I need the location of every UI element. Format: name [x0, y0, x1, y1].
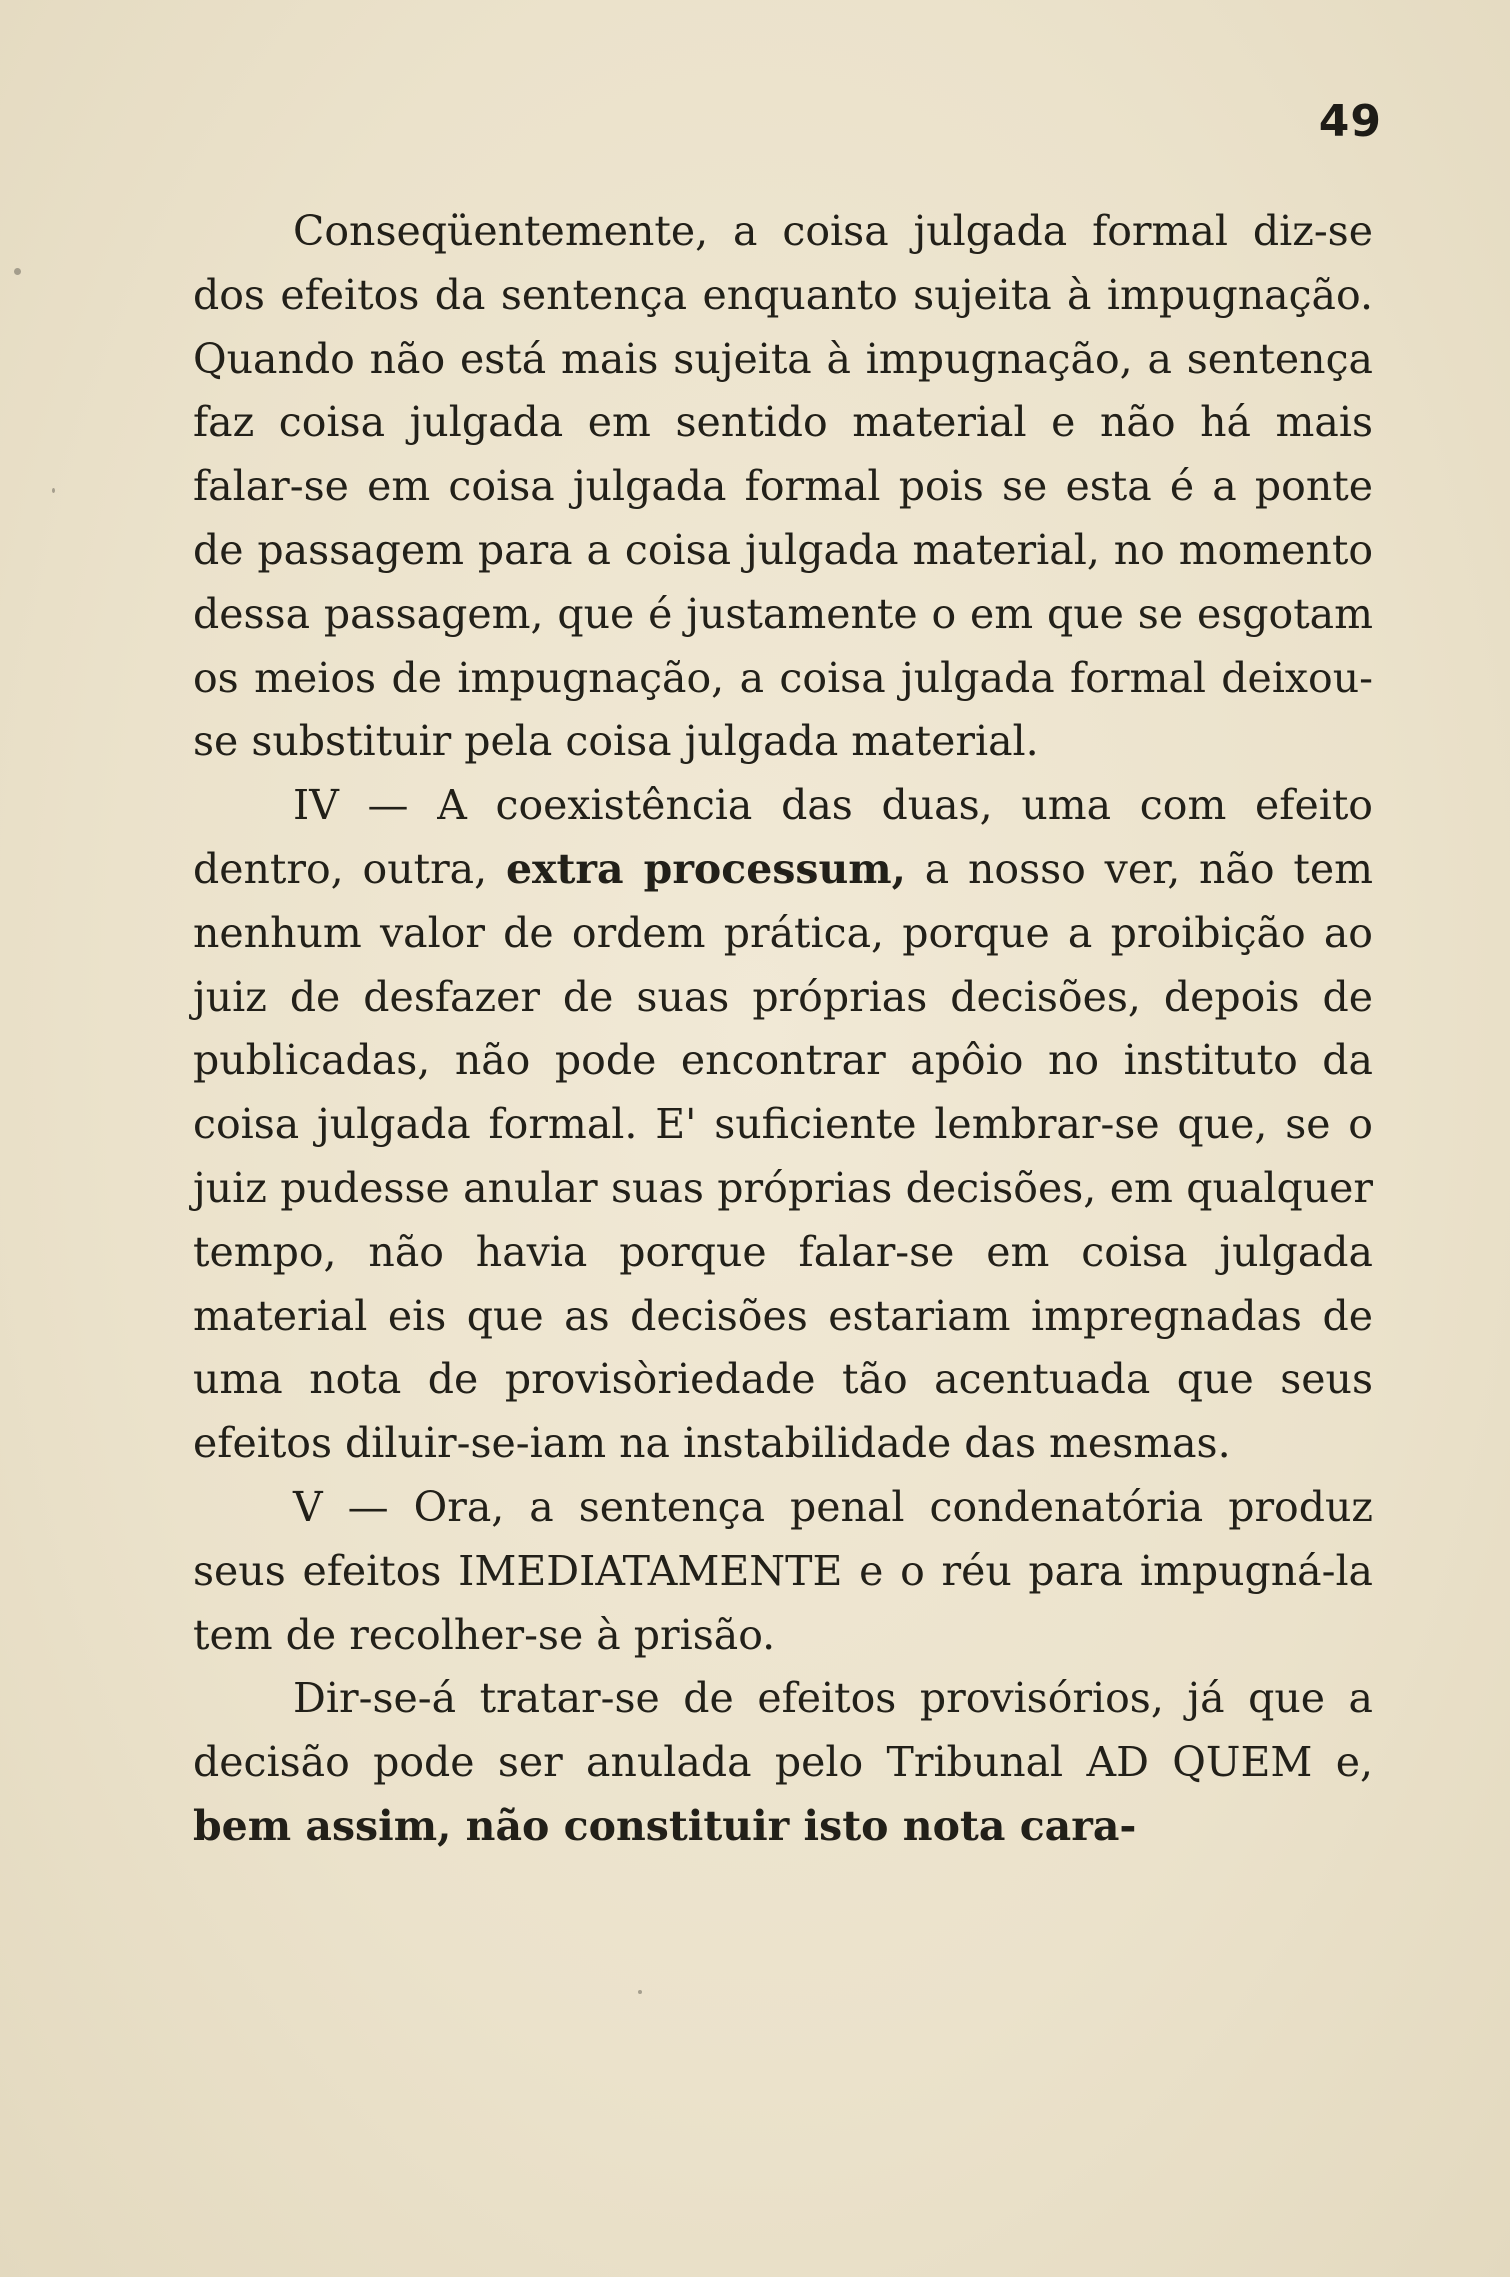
paragraph-2-text-end: a nosso ver, não tem nenhum valor de ordem prática, porque a proibição ao juiz de desfazer de suas próprias decisões, depois de publicadas, não pode encontrar apôio no instituto da coisa julgada formal. E' suficiente lembrar-se que, se o juiz pudesse anular suas próprias decisões, em qualquer tempo, não havia porque falar-se em coisa julgada material eis que as decisões estariam impregnadas de uma nota de provisòriedade tão acentuada que seus efeitos diluir-se-iam na instabilidade das mesmas.	[193, 844, 1373, 1468]
body-text	[193, 200, 1373, 1859]
paragraph-4-emphasis: bem assim, não constituir isto nota cara-	[193, 1801, 1137, 1850]
paragraph-4	[193, 1667, 1373, 1858]
paper-speck	[52, 488, 55, 493]
paragraph-3: V — Ora, a sentença penal condenatória produz seus efeitos IMEDIATAMENTE e o réu para impugná-la tem de recolher-se à prisão.	[193, 1482, 1373, 1659]
paragraph-2-emphasis: extra processum,	[505, 844, 906, 893]
paragraph-2-text-start: IV — A coexistência das duas, uma com efeito dentro, outra,	[193, 781, 1373, 893]
paper-speck	[638, 1990, 642, 1994]
paper-speck	[14, 268, 21, 275]
paragraph-2	[193, 774, 1373, 1476]
paragraph-4-text-start: Dir-se-á tratar-se de efeitos provisórios, já que a decisão pode ser anulada pelo Tribunal AD QUEM e,	[193, 1674, 1373, 1787]
paragraph-1: Conseqüentemente, a coisa julgada formal diz-se dos efeitos da sentença enquanto sujeita à impugnação. Quando não está mais sujeita à impugnação, a sentença faz coisa julgada em sentido material e não há mais falar-se em coisa julgada formal pois se esta é a ponte de passagem para a coisa julgada material, no momento dessa passagem, que é justamente o em que se esgotam os meios de impugnação, a coisa julgada formal deixou-se substituir pela coisa julgada material.	[193, 207, 1373, 766]
page-number: 49	[1318, 96, 1382, 147]
